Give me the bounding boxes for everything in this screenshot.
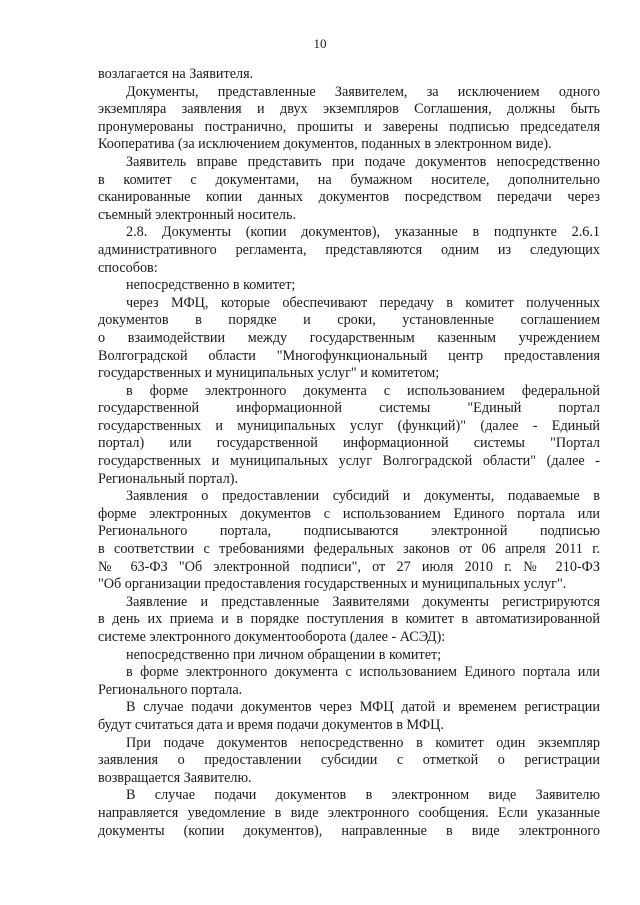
- text-line: в комитет с документами, на бумажном носителе, дополнительно: [98, 171, 600, 188]
- text-line: возвращается Заявителю.: [98, 769, 252, 786]
- text-line: государственных и муниципальных услуг (функций)" (далее - Единый: [98, 417, 600, 434]
- text-line: о взаимодействии между государственным казенным учреждением: [98, 329, 600, 346]
- text-line: В случае подачи документов в электронном виде Заявителю: [126, 787, 600, 804]
- text-line: государственной информационной системы "Единый портал: [98, 400, 600, 417]
- text-line: направляется уведомление в виде электронного сообщения. Если указанные: [98, 804, 600, 821]
- text-line: Волгоградской области "Многофункциональный центр предоставления: [98, 347, 600, 364]
- text-line: в день их приема и в порядке поступления в комитет в автоматизированной: [98, 611, 600, 628]
- text-line: портал) или государственной информационной системы "Портал: [98, 435, 600, 452]
- text-line: через МФЦ, которые обеспечивают передачу в комитет полученных: [126, 294, 600, 311]
- text-line: государственных и муниципальных услуг" и комитетом;: [98, 365, 440, 382]
- text-line: Заявления о предоставлении субсидий и документы, подаваемые в: [126, 488, 600, 505]
- text-line: административного регламента, представляются одним из следующих: [98, 241, 600, 258]
- text-line: № 63-ФЗ "Об электронной подписи", от 27 июля 2010 г. № 210-ФЗ: [98, 558, 600, 575]
- text-line: в форме электронного документа с использованием федеральной: [126, 382, 600, 399]
- text-line: Заявитель вправе представить при подаче документов непосредственно: [126, 153, 600, 170]
- text-line: в форме электронного документа с использованием Единого портала или: [126, 664, 600, 681]
- text-line: документы (копии документов), направленные в виде электронного: [98, 822, 600, 839]
- text-line: 2.8. Документы (копии документов), указанные в подпункте 2.6.1: [126, 224, 600, 241]
- text-line: сканированные копии данных документов посредством передачи через: [98, 189, 600, 206]
- text-line: В случае подачи документов через МФЦ датой и временем регистрации: [126, 699, 600, 716]
- text-line: непосредственно в комитет;: [126, 277, 296, 294]
- text-line: непосредственно при личном обращении в комитет;: [126, 646, 442, 663]
- document-body: [98, 66, 600, 840]
- text-line: Документы, представленные Заявителем, за исключением одного: [126, 83, 600, 100]
- page-number: 10: [313, 36, 327, 51]
- text-line: экземпляра заявления и двух экземпляров Соглашения, должны быть: [98, 101, 600, 118]
- text-line: Кооператива (за исключением документов, поданных в электронном виде).: [98, 136, 552, 153]
- text-line: форме электронных документов с использованием Единого портала или: [98, 505, 600, 522]
- text-line: Региональный портал).: [98, 470, 239, 487]
- text-line: государственных и муниципальных услуг Волгоградской области" (далее -: [98, 453, 600, 470]
- text-line: заявления о предоставлении субсидии с отметкой о регистрации: [98, 752, 600, 769]
- text-line: пронумерованы постранично, прошиты и заверены подписью председателя: [98, 118, 600, 135]
- text-line: При подаче документов непосредственно в комитет один экземпляр: [126, 734, 600, 751]
- text-line: документов в порядке и сроки, установленные соглашением: [98, 312, 600, 329]
- text-line: возлагается на Заявителя.: [98, 66, 254, 82]
- text-line: будут считаться дата и время подачи документов в МФЦ.: [98, 716, 444, 733]
- text-line: съемный электронный носитель.: [98, 206, 297, 223]
- text-line: системе электронного документооборота (далее - АСЭД):: [98, 629, 446, 645]
- text-line: Заявление и представленные Заявителями документы регистрируются: [126, 593, 600, 610]
- text-line: Регионального портала, подписываются электронной подписью: [98, 523, 600, 540]
- text-line: в соответствии с требованиями федеральных законов от 06 апреля 2011 г.: [98, 541, 600, 558]
- text-line: "Об организации предоставления государственных и муниципальных услуг".: [98, 576, 567, 593]
- text-line: способов:: [98, 259, 158, 276]
- text-line: Регионального портала.: [98, 681, 243, 698]
